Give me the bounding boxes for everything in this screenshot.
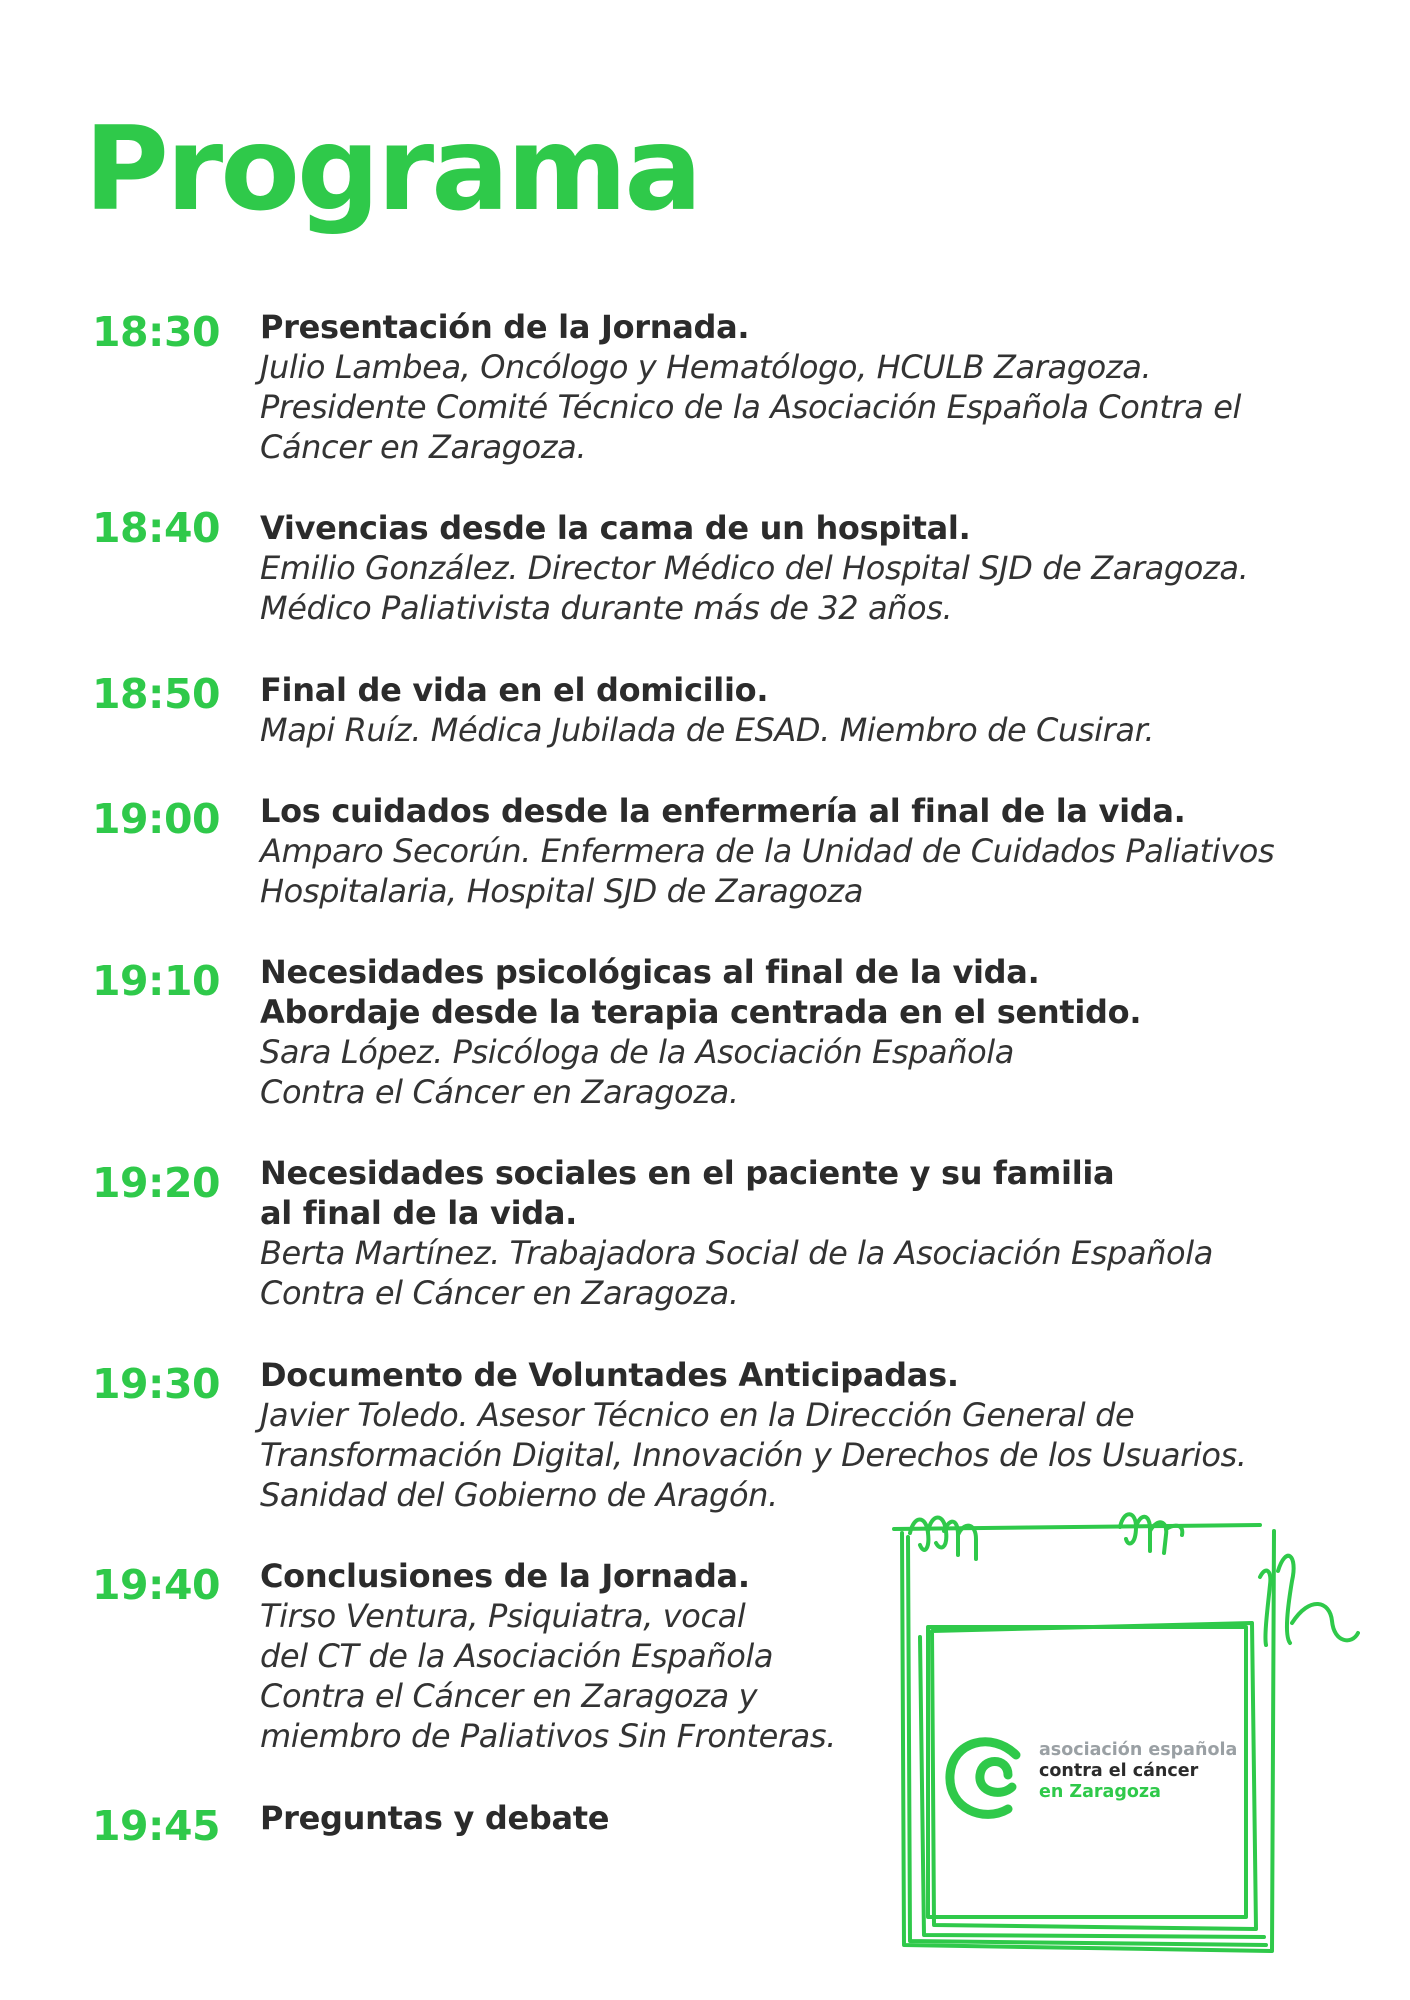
time-label: 19:45 (92, 1802, 221, 1850)
item-description: Tirso Ventura, Psiquiatra, vocal del CT de la Asociación Española Contra el Cáncer en Zaragoza y miembro de Paliativos Sin Fronteras. (260, 1597, 836, 1755)
program-item (260, 307, 1360, 467)
time-label: 19:10 (92, 957, 221, 1005)
item-description: Julio Lambea, Oncólogo y Hematólogo, HCULB Zaragoza. Presidente Comité Técnico de la Asociación Española Contra el Cáncer en Zaragoza. (260, 348, 1241, 466)
item-description: Javier Toledo. Asesor Técnico en la Dirección General de Transformación Digital, Innovación y Derechos de los Usuarios. Sanidad del Gobierno de Aragón. (260, 1396, 1247, 1514)
program-item (260, 952, 1360, 1112)
item-title: Necesidades psicológicas al final de la vida. Abordaje desde la terapia centrada en el sentido. (260, 953, 1142, 1031)
program-item (260, 508, 1360, 628)
item-title: Documento de Voluntades Anticipadas. (260, 1356, 959, 1394)
program-item (260, 1355, 1360, 1515)
item-description: Emilio González. Director Médico del Hospital SJD de Zaragoza. Médico Paliativista durante más de 32 años. (260, 549, 1249, 627)
time-label: 18:50 (92, 670, 221, 718)
item-description: Amparo Secorún. Enfermera de la Unidad de Cuidados Paliativos Hospitalaria, Hospital SJD de Zaragoza (260, 832, 1275, 910)
item-title: Presentación de la Jornada. (260, 308, 750, 346)
logo-line-3: en Zaragoza (1039, 1782, 1161, 1802)
time-label: 18:30 (92, 308, 221, 356)
time-label: 19:00 (92, 795, 221, 843)
item-description: Berta Martínez. Trabajadora Social de la Asociación Española Contra el Cáncer en Zaragoza. (260, 1234, 1213, 1312)
logo-line-2: contra el cáncer (1039, 1761, 1199, 1781)
time-label: 18:40 (92, 504, 221, 552)
item-title: Los cuidados desde la enfermería al final de la vida. (260, 792, 1186, 830)
item-title: Vivencias desde la cama de un hospital. (260, 509, 971, 547)
logo-line-1: asociación española (1039, 1740, 1238, 1760)
item-title: Final de vida en el domicilio. (260, 671, 769, 709)
item-title: Necesidades sociales en el paciente y su familia al final de la vida. (260, 1154, 1115, 1232)
time-label: 19:20 (92, 1159, 221, 1207)
item-title: Preguntas y debate (260, 1799, 610, 1837)
time-label: 19:30 (92, 1360, 221, 1408)
item-description: Sara López. Psicóloga de la Asociación Española Contra el Cáncer en Zaragoza. (260, 1033, 1014, 1111)
program-item (260, 791, 1360, 911)
program-item (260, 1153, 1360, 1313)
program-item (260, 670, 1360, 750)
time-label: 19:40 (92, 1561, 221, 1609)
logo-text (1039, 1740, 1237, 1803)
item-description: Mapi Ruíz. Médica Jubilada de ESAD. Miembro de Cusirar. (260, 711, 1155, 749)
page-title: Programa (84, 102, 700, 237)
item-title: Conclusiones de la Jornada. (260, 1557, 750, 1595)
